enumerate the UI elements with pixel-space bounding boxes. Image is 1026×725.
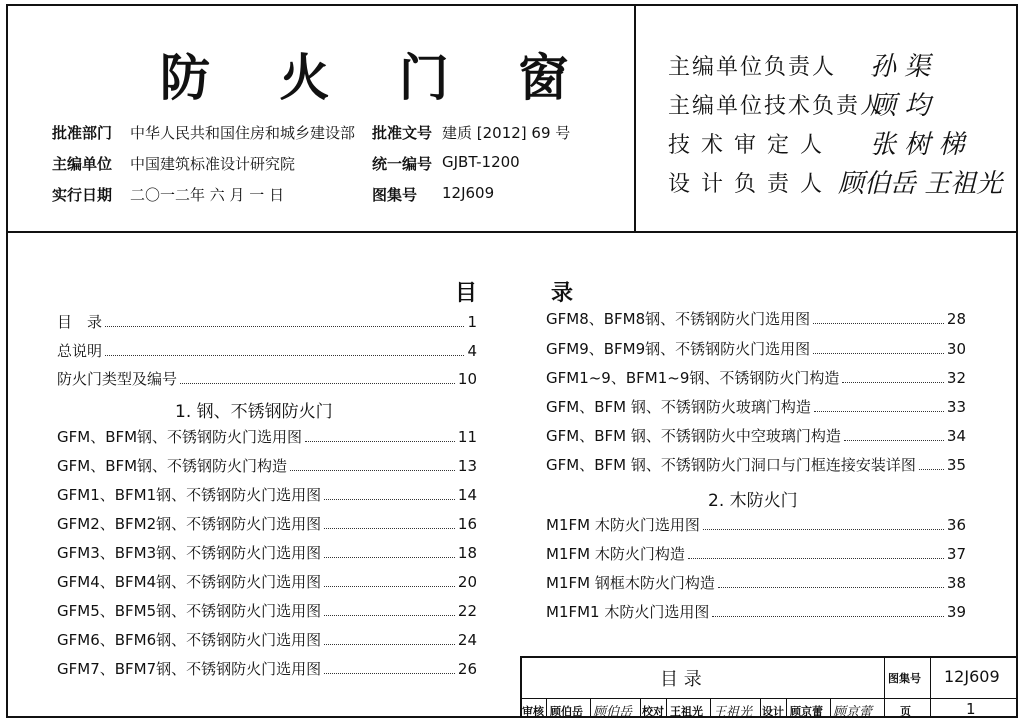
title-block-design-label: 设计 <box>762 705 784 718</box>
meta-value-effective-date: 二〇一二年 六 月 一 日 <box>130 186 285 204</box>
toc-leader <box>814 411 944 412</box>
meta-value-unified-no: GJBT-1200 <box>442 153 520 171</box>
toc-item[interactable] <box>546 308 966 330</box>
toc-leader <box>324 499 455 500</box>
title-block-cell-divider <box>590 698 591 718</box>
title-block-review-signature: 顾伯岳 <box>593 705 633 720</box>
toc-item-page: 22 <box>457 602 477 620</box>
toc-item[interactable] <box>57 629 477 651</box>
toc-item-text: GFM、BFM 钢、不锈钢防火门洞口与门框连接安装详图 <box>546 456 916 474</box>
toc-leader <box>712 616 944 617</box>
title-block-col-divider <box>930 656 931 718</box>
title-block-design-name: 顾京蕾 <box>790 705 823 718</box>
title-block-name: 目 录 <box>660 669 702 690</box>
title-block-page-label: 页 <box>900 705 911 718</box>
toc-item-text: M1FM1 木防火门选用图 <box>546 603 710 621</box>
resp-label-editor-head: 主编单位负责人 <box>668 55 837 80</box>
toc-section-heading-steel: 1. 钢、不锈钢防火门 <box>175 402 333 422</box>
toc-leader <box>324 615 455 616</box>
toc-item-page: 20 <box>457 573 477 591</box>
toc-item-page: 34 <box>946 427 966 445</box>
toc-item[interactable] <box>546 338 966 360</box>
toc-item[interactable] <box>57 658 477 680</box>
toc-leader <box>324 586 455 587</box>
toc-item-page: 14 <box>457 486 477 504</box>
toc-item-page: 13 <box>457 457 477 475</box>
toc-item-text: GFM、BFM钢、不锈钢防火门选用图 <box>57 428 303 446</box>
title-block-cell-divider <box>546 698 547 718</box>
toc-item-text: GFM9、BFM9钢、不锈钢防火门选用图 <box>546 340 811 358</box>
toc-item[interactable] <box>546 454 966 476</box>
toc-item-page: 18 <box>457 544 477 562</box>
toc-heading-left: 目 <box>455 281 478 306</box>
toc-item-text: 总说明 <box>57 342 103 360</box>
title-block-cell-divider <box>830 698 831 718</box>
toc-item-page: 26 <box>457 660 477 678</box>
title-block-cell-divider <box>786 698 787 718</box>
toc-item-text: M1FM 木防火门选用图 <box>546 516 700 534</box>
meta-label-atlas-no: 图集号 <box>372 186 418 204</box>
title-block-row-divider <box>520 698 1018 699</box>
meta-value-editor-unit: 中国建筑标准设计研究院 <box>130 155 296 173</box>
toc-item[interactable] <box>57 311 477 333</box>
toc-item-page: 38 <box>946 574 966 592</box>
toc-leader <box>105 355 464 356</box>
resp-label-tech-head: 主编单位技术负责人 <box>668 94 885 119</box>
meta-value-approval-dept: 中华人民共和国住房和城乡建设部 <box>130 124 356 142</box>
signature-tech-head: 顾 均 <box>870 91 931 121</box>
toc-leader <box>324 557 455 558</box>
title-block-check-signature: 王祖光 <box>713 705 753 720</box>
toc-item-text: 目 录 <box>57 313 103 331</box>
toc-item-text: GFM4、BFM4钢、不锈钢防火门选用图 <box>57 573 322 591</box>
toc-item-text: GFM、BFM 钢、不锈钢防火玻璃门构造 <box>546 398 811 416</box>
toc-leader <box>813 353 944 354</box>
toc-item[interactable] <box>57 426 477 448</box>
meta-label-unified-no: 统一编号 <box>372 155 433 173</box>
title-block-cell-divider <box>760 698 761 718</box>
toc-item-page: 37 <box>946 545 966 563</box>
meta-label-approval-dept: 批准部门 <box>52 124 113 142</box>
toc-item-text: M1FM 钢框木防火门构造 <box>546 574 715 592</box>
toc-item-page: 33 <box>946 398 966 416</box>
title-block-review-label: 审核 <box>522 705 544 718</box>
toc-item-text: GFM7、BFM7钢、不锈钢防火门选用图 <box>57 660 322 678</box>
title-block <box>520 656 1018 718</box>
title-block-col-divider <box>884 656 885 718</box>
title-block-atlas-label: 图集号 <box>888 672 921 685</box>
toc-item-text: GFM3、BFM3钢、不锈钢防火门选用图 <box>57 544 322 562</box>
toc-leader <box>718 587 944 588</box>
toc-leader <box>688 558 944 559</box>
title-block-page-no: 1 <box>966 700 976 718</box>
toc-item-page: 11 <box>457 428 477 446</box>
title-block-cell-divider <box>640 698 641 718</box>
toc-item[interactable] <box>57 340 477 362</box>
toc-leader <box>919 469 944 470</box>
toc-item[interactable] <box>57 368 477 390</box>
toc-item-text: GFM2、BFM2钢、不锈钢防火门选用图 <box>57 515 322 533</box>
toc-item[interactable] <box>57 484 477 506</box>
toc-item-page: 10 <box>457 370 477 388</box>
signature-tech-reviewer: 张 树 梯 <box>870 130 965 160</box>
toc-item-text: GFM1~9、BFM1~9钢、不锈钢防火门构造 <box>546 369 840 387</box>
toc-leader <box>324 528 455 529</box>
title-block-review-name: 顾伯岳 <box>550 705 583 718</box>
toc-item-page: 35 <box>946 456 966 474</box>
header-divider <box>6 231 1018 233</box>
toc-item-text: GFM6、BFM6钢、不锈钢防火门选用图 <box>57 631 322 649</box>
title-block-cell-divider <box>710 698 711 718</box>
title-block-atlas-no: 12J609 <box>944 667 1000 686</box>
toc-item[interactable] <box>546 396 966 418</box>
signature-design-lead: 顾伯岳 王祖光 <box>838 169 1003 199</box>
toc-item-page: 1 <box>467 313 477 331</box>
title-block-cell-divider <box>666 698 667 718</box>
toc-leader <box>290 470 455 471</box>
toc-item-text: GFM8、BFM8钢、不锈钢防火门选用图 <box>546 310 811 328</box>
resp-label-tech-reviewer: 技 术 审 定 人 <box>668 133 824 158</box>
toc-item-page: 28 <box>946 310 966 328</box>
toc-item-page: 4 <box>467 342 477 360</box>
meta-label-editor-unit: 主编单位 <box>52 155 113 173</box>
toc-item[interactable] <box>546 425 966 447</box>
toc-item-text: M1FM 木防火门构造 <box>546 545 685 563</box>
toc-item-text: GFM5、BFM5钢、不锈钢防火门选用图 <box>57 602 322 620</box>
toc-item-text: 防火门类型及编号 <box>57 370 178 388</box>
resp-label-design-lead: 设 计 负 责 人 <box>668 172 824 197</box>
toc-item[interactable] <box>546 572 966 594</box>
toc-item-text: GFM1、BFM1钢、不锈钢防火门选用图 <box>57 486 322 504</box>
toc-section-heading-wood: 2. 木防火门 <box>708 491 798 511</box>
meta-value-atlas-no: 12J609 <box>442 184 495 202</box>
title-block-design-signature: 顾京蕾 <box>833 705 873 720</box>
toc-item-page: 30 <box>946 340 966 358</box>
toc-leader <box>105 326 464 327</box>
toc-item[interactable] <box>57 571 477 593</box>
toc-leader <box>813 323 944 324</box>
toc-item[interactable] <box>57 600 477 622</box>
signature-editor-head: 孙 渠 <box>870 52 931 82</box>
meta-label-approval-no: 批准文号 <box>372 124 433 142</box>
toc-leader <box>324 644 455 645</box>
header-vertical-divider <box>634 4 636 232</box>
toc-item[interactable] <box>546 601 966 623</box>
toc-item-text: GFM、BFM钢、不锈钢防火门构造 <box>57 457 288 475</box>
toc-leader <box>844 440 944 441</box>
meta-value-approval-no: 建质 [2012] 69 号 <box>442 124 571 142</box>
toc-item[interactable] <box>546 367 966 389</box>
page-title: 防 火 门 窗 <box>160 49 595 107</box>
meta-label-effective-date: 实行日期 <box>52 186 113 204</box>
toc-leader <box>305 441 455 442</box>
toc-item-page: 36 <box>946 516 966 534</box>
toc-heading-right: 录 <box>551 281 574 306</box>
toc-leader <box>842 382 944 383</box>
toc-item-page: 32 <box>946 369 966 387</box>
title-block-check-label: 校对 <box>642 705 664 718</box>
toc-item-page: 24 <box>457 631 477 649</box>
toc-item[interactable] <box>57 455 477 477</box>
toc-item-text: GFM、BFM 钢、不锈钢防火中空玻璃门构造 <box>546 427 841 445</box>
toc-item[interactable] <box>546 514 966 536</box>
toc-leader <box>703 529 944 530</box>
toc-item[interactable] <box>57 513 477 535</box>
toc-item-page: 39 <box>946 603 966 621</box>
title-block-check-name: 王祖光 <box>670 705 703 718</box>
toc-leader <box>324 673 455 674</box>
toc-item[interactable] <box>546 543 966 565</box>
toc-leader <box>180 383 455 384</box>
toc-item-page: 16 <box>457 515 477 533</box>
toc-item[interactable] <box>57 542 477 564</box>
